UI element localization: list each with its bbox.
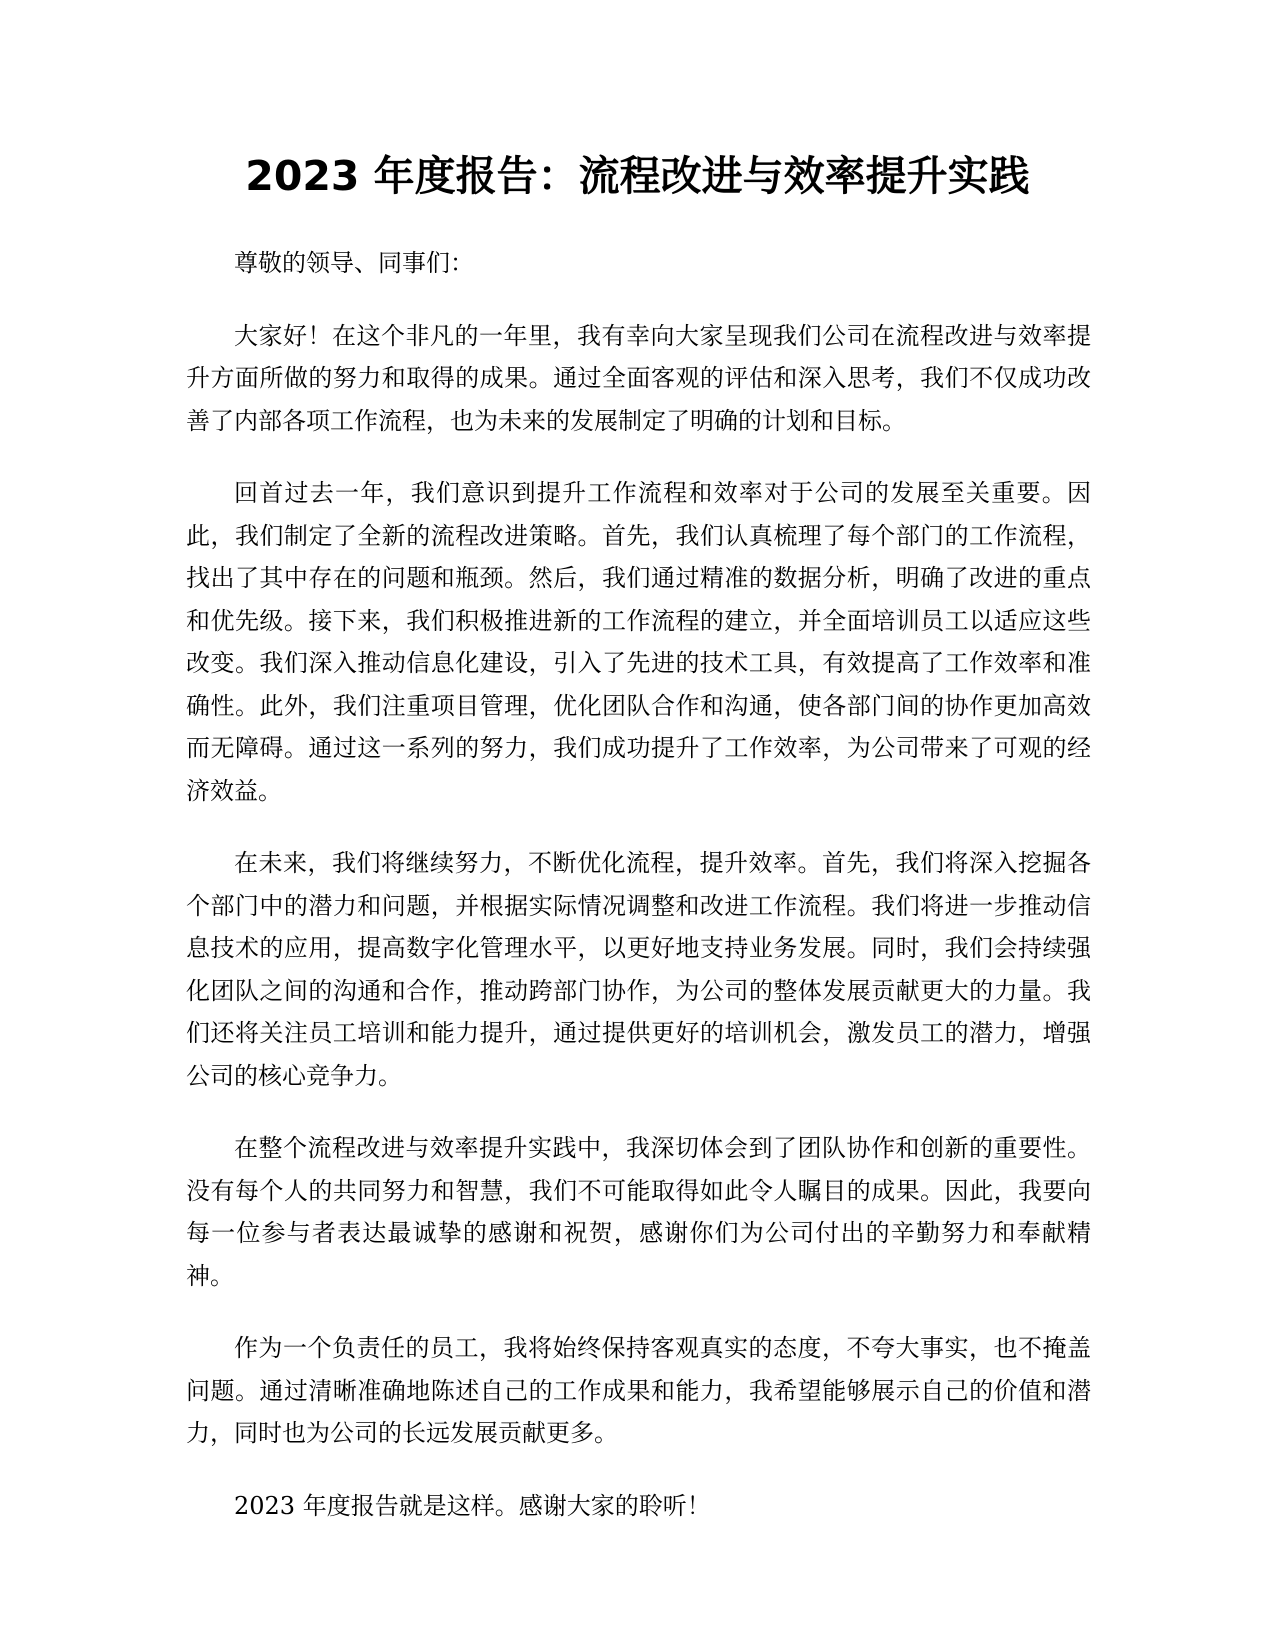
paragraph-commitment: 作为一个负责任的员工，我将始终保持客观真实的态度，不夸大事实，也不掩盖问题。通过清晰准确地陈述自己的工作成果和能力，我希望能够展示自己的价值和潜力，同时也为公司的长远发展贡献更多。 bbox=[186, 1334, 1091, 1447]
document-title: 2023 年度报告：流程改进与效率提升实践 bbox=[245, 152, 1030, 200]
paragraph-salutation: 尊敬的领导、同事们： bbox=[234, 249, 474, 277]
paragraph-past-year-review: 回首过去一年，我们意识到提升工作流程和效率对于公司的发展至关重要。因此，我们制定了全新的流程改进策略。首先，我们认真梳理了每个部门的工作流程，找出了其中存在的问题和瓶颈。然后，我们通过精准的数据分析，明确了改进的重点和优先级。接下来，我们积极推进新的工作流程的建立，并全面培训员工以适应这些改变。我们深入推动信息化建设，引入了先进的技术工具，有效提高了工作效率和准确性。此外，我们注重项目管理，优化团队合作和沟通，使各部门间的协作更加高效而无障碍。通过这一系列的努力，我们成功提升了工作效率，为公司带来了可观的经济效益。 bbox=[186, 479, 1091, 805]
paragraph-introduction: 大家好！在这个非凡的一年里，我有幸向大家呈现我们公司在流程改进与效率提升方面所做的努力和取得的成果。通过全面客观的评估和深入思考，我们不仅成功改善了内部各项工作流程，也为未来的发展制定了明确的计划和目标。 bbox=[186, 321, 1091, 435]
document-body bbox=[186, 242, 1091, 1557]
paragraph-closing: 2023 年度报告就是这样。感谢大家的聆听！ bbox=[234, 1491, 711, 1520]
paragraph-acknowledgement: 在整个流程改进与效率提升实践中，我深切体会到了团队协作和创新的重要性。没有每个人的共同努力和智慧，我们不可能取得如此令人瞩目的成果。因此，我要向每一位参与者表达最诚挚的感谢和祝贺，感谢你们为公司付出的辛勤努力和奉献精神。 bbox=[186, 1134, 1091, 1290]
paragraph-future-plans: 在未来，我们将继续努力，不断优化流程，提升效率。首先，我们将深入挖掘各个部门中的潜力和问题，并根据实际情况调整和改进工作流程。我们将进一步推动信息技术的应用，提高数字化管理水平，以更好地支持业务发展。同时，我们会持续强化团队之间的沟通和合作，推动跨部门协作，为公司的整体发展贡献更大的力量。我们还将关注员工培训和能力提升，通过提供更好的培训机会，激发员工的潜力，增强公司的核心竞争力。 bbox=[186, 849, 1091, 1090]
